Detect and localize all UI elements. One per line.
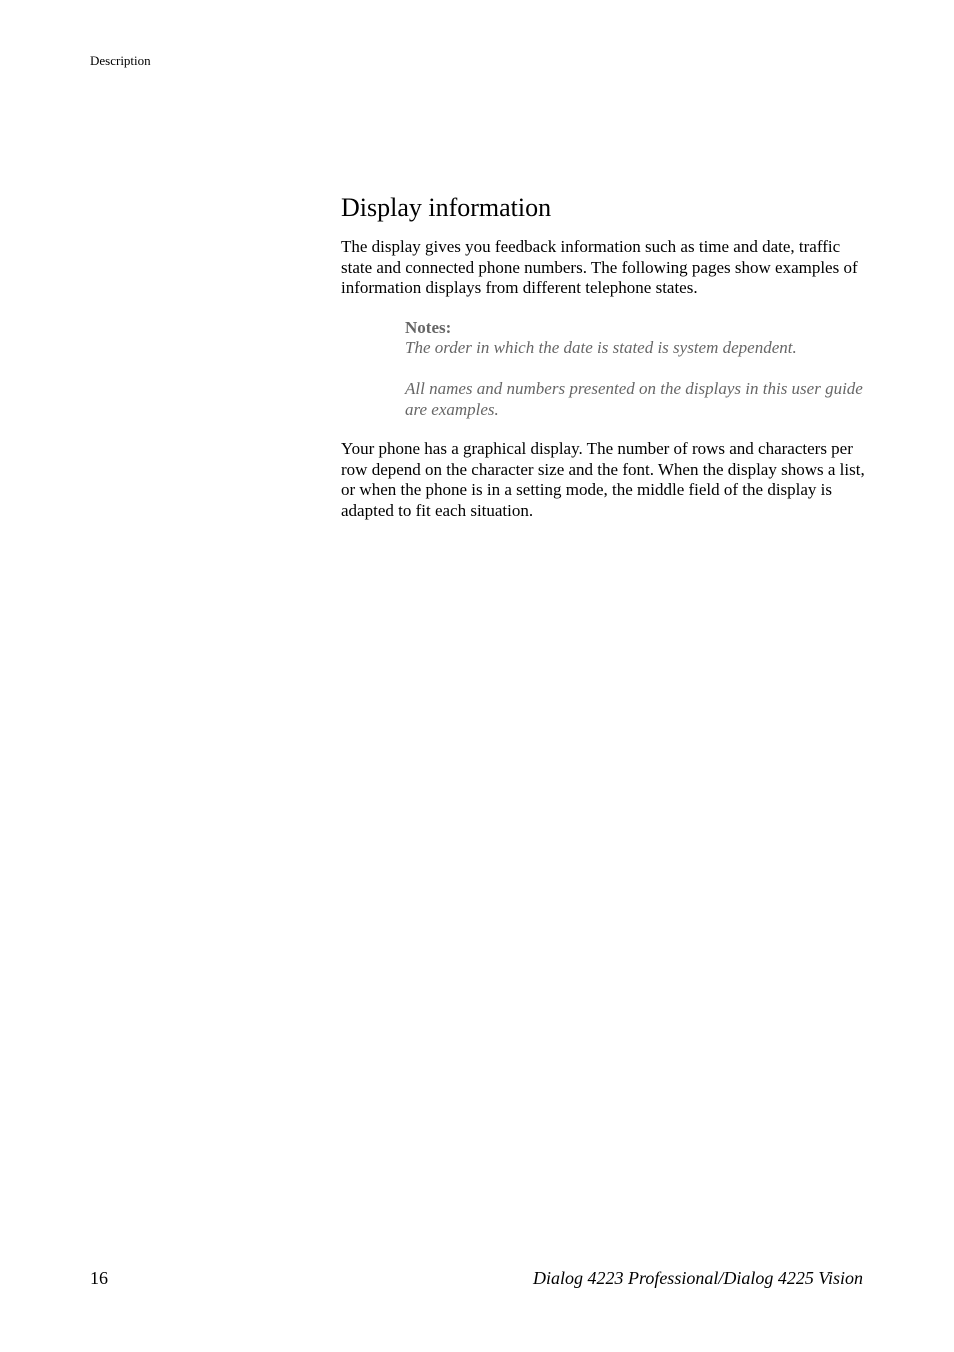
main-content xyxy=(341,192,871,521)
notes-heading: Notes: xyxy=(405,317,452,337)
details-paragraph: Your phone has a graphical display. The number of rows and characters per row depend on the character size and the font. When the display shows a list, or when the phone is in a setting mode, the middle field of the display is adapted to fit each situation. xyxy=(341,439,865,520)
page-title: Display information xyxy=(341,193,552,222)
running-header: Description xyxy=(90,53,151,68)
page-number: 16 xyxy=(90,1268,108,1288)
document-title: Dialog 4223 Professional/Dialog 4225 Vision xyxy=(532,1268,863,1288)
note-item: The order in which the date is stated is system dependent. xyxy=(405,338,797,357)
intro-paragraph: The display gives you feedback information such as time and date, traffic state and connected phone numbers. The following pages show examples of information displays from different telephone states. xyxy=(341,237,858,297)
note-item: All names and numbers presented on the displays in this user guide are examples. xyxy=(405,379,863,419)
notes-block xyxy=(405,318,871,421)
